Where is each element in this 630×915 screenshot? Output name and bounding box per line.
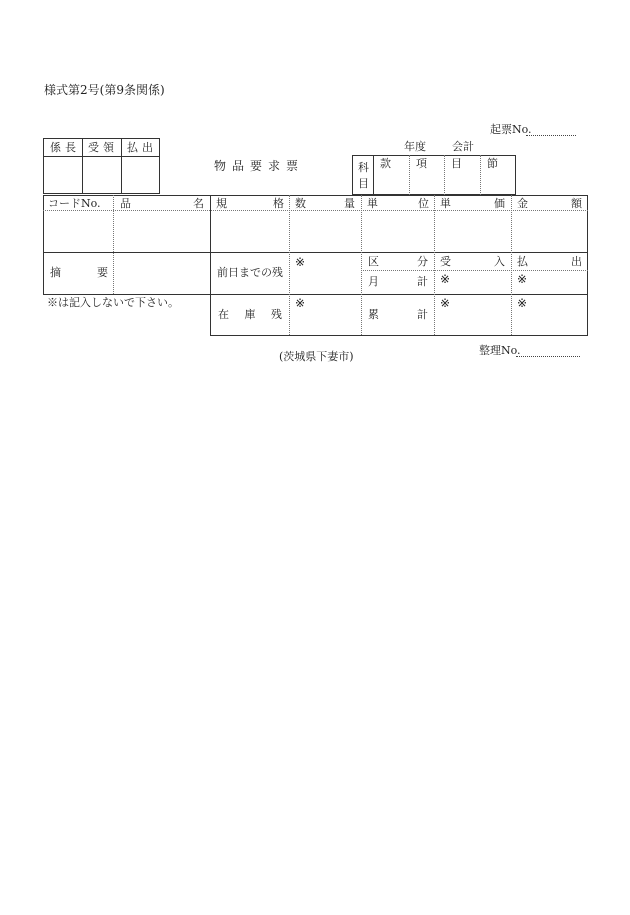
summary-label: 摘 要 xyxy=(50,266,108,279)
header-item: 品 名 xyxy=(120,197,204,210)
form-number: 様式第2号(第9条関係) xyxy=(44,83,165,97)
pay-label: 払 出 xyxy=(517,255,582,268)
year-label: 年度 xyxy=(404,140,426,153)
header-amount: 金 額 xyxy=(517,197,582,210)
header-spec: 規 格 xyxy=(216,197,284,210)
subject-label-2: 目 xyxy=(358,177,369,190)
account-moku: 目 xyxy=(451,157,462,170)
approval-paidout-stamp[interactable] xyxy=(122,157,159,193)
mark-cumulative-pay: ※ xyxy=(517,296,528,310)
ref-no-label: 整理No. xyxy=(479,344,521,357)
approval-paidout: 払出 xyxy=(127,141,157,154)
header-code: コードNo. xyxy=(48,197,101,210)
mark-monthly-pay: ※ xyxy=(517,272,528,286)
code-input[interactable] xyxy=(44,211,113,252)
account-label: 会計 xyxy=(452,140,474,153)
receive-label: 受 入 xyxy=(440,255,505,268)
spec-input[interactable] xyxy=(211,211,289,252)
category-label: 区 分 xyxy=(368,255,428,268)
cumulative-label: 累 計 xyxy=(368,308,428,321)
approval-chief: 係長 xyxy=(50,141,80,154)
header-unit: 単 位 xyxy=(367,197,429,210)
mark-prev-qty: ※ xyxy=(295,255,306,269)
summary-input[interactable] xyxy=(114,253,210,294)
account-kou: 項 xyxy=(416,157,427,170)
quantity-input[interactable] xyxy=(290,211,361,252)
header-price: 単 価 xyxy=(440,197,505,210)
note-text: ※は記入しないで下さい。 xyxy=(47,296,179,309)
voucher-no-label: 起票No. xyxy=(490,123,532,136)
page-title: 物品要求票 xyxy=(214,159,305,173)
prev-balance-label: 前日までの残 xyxy=(217,266,283,279)
mark-cumulative-receive: ※ xyxy=(440,296,451,310)
subject-label-1: 科 xyxy=(358,161,369,174)
approval-received: 受領 xyxy=(88,141,118,154)
account-setsu: 節 xyxy=(487,157,498,170)
approval-received-stamp[interactable] xyxy=(83,157,120,193)
approval-chief-stamp[interactable] xyxy=(44,157,81,193)
unit-price-input[interactable] xyxy=(435,211,511,252)
item-name-input[interactable] xyxy=(114,211,210,252)
amount-input[interactable] xyxy=(512,211,587,252)
unit-input[interactable] xyxy=(362,211,434,252)
monthly-label: 月 計 xyxy=(368,275,428,288)
ref-no-line[interactable] xyxy=(516,356,580,357)
stock-balance-label: 在 庫 残 xyxy=(218,308,282,321)
footer-note: (茨城県下妻市) xyxy=(279,350,354,363)
header-qty: 数 量 xyxy=(295,197,355,210)
mark-stock-qty: ※ xyxy=(295,296,306,310)
voucher-no-line[interactable] xyxy=(526,135,576,136)
account-kan: 款 xyxy=(380,157,391,170)
mark-monthly-receive: ※ xyxy=(440,272,451,286)
